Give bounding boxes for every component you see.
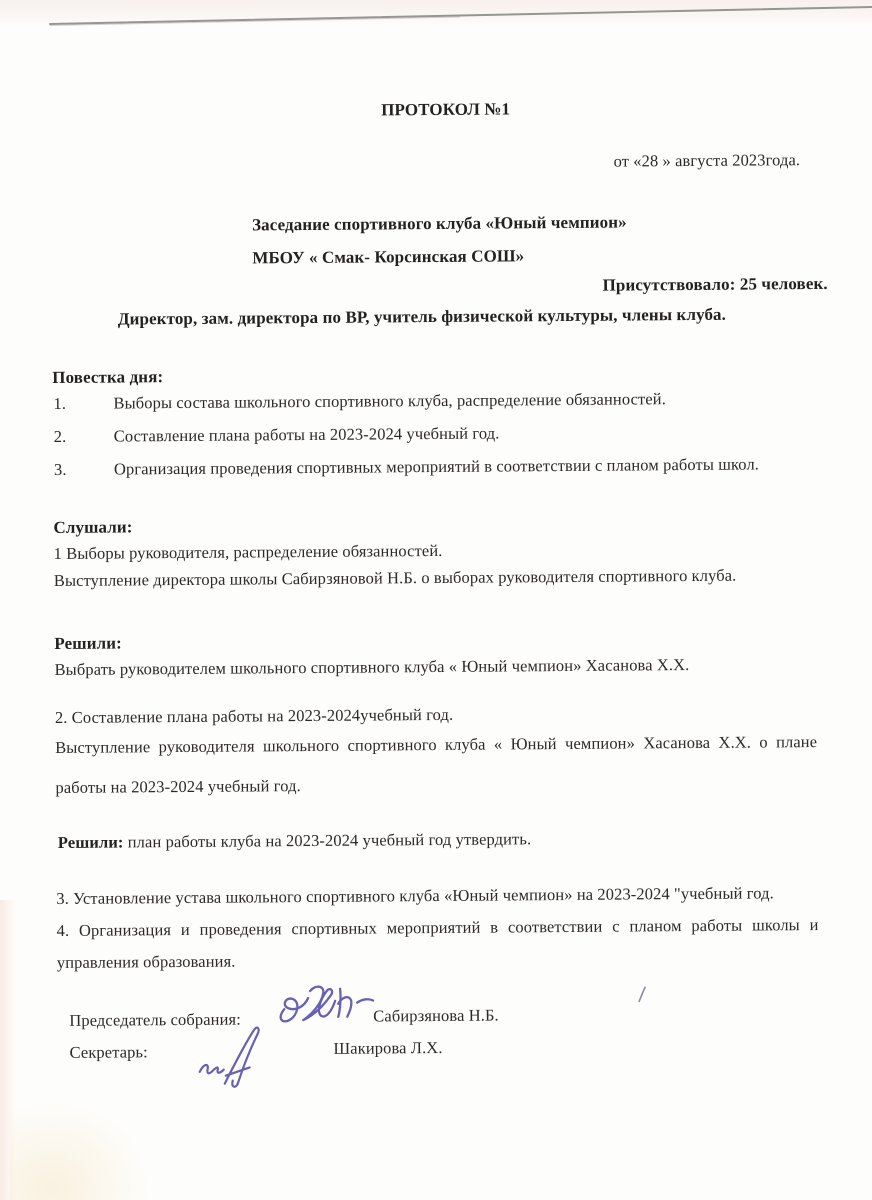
agenda-heading: Повестка дня: <box>52 367 164 388</box>
stray-pen-mark <box>637 986 647 1003</box>
heard-line-2: Выступление директора школы Сабирзяновой Н.Б. о выборах руководителя спортивного клуба. <box>53 565 737 591</box>
item-2-body-line-1: Выступление руководителя школьного спортивного клуба « Юный чемпион» Хасанова Х.Х. о плане <box>55 732 818 757</box>
agenda-item-text: Выборы состава школьного спортивного клуба, распределение обязанностей. <box>113 389 666 413</box>
agenda-item-2 <box>53 421 814 446</box>
secretary-name: Шакирова Л.Х. <box>333 1037 443 1058</box>
item-2-title: 2. Составление плана работы на 2023-2024учебный год. <box>54 704 454 727</box>
secretary-label: Секретарь: <box>69 1042 148 1062</box>
heard-heading: Слушали: <box>53 517 133 538</box>
heard-line-1: 1 Выборы руководителя, распределение обязанностей. <box>53 540 443 564</box>
agenda-item-text: Организация проведения спортивных мероприятий в соответствии с планом работы школ. <box>113 454 760 479</box>
item-4-line-2: управления образования. <box>56 951 236 972</box>
participants-line: Директор, зам. директора по ВР, учитель физической культуры, члены клуба. <box>117 304 727 329</box>
decided-2-label: Решили: <box>57 832 124 852</box>
meeting-title: Заседание спортивного клуба «Юный чемпион» <box>251 212 627 235</box>
decided-1-heading: Решили: <box>54 633 122 653</box>
agenda-item-number: 3. <box>53 459 67 479</box>
secretary-signature-ink <box>195 1025 264 1090</box>
date-line: от «28 » августа 2023года. <box>613 150 801 171</box>
school-name: МБОУ « Смак- Корсинская СОШ» <box>252 246 525 268</box>
agenda-item-text: Составление плана работы на 2023-2024 учебный год. <box>113 423 500 446</box>
chair-label: Председатель собрания: <box>69 1009 241 1030</box>
agenda-item-1 <box>53 388 813 413</box>
decided-2-line <box>58 829 531 853</box>
chair-name: Сабирзянова Н.Б. <box>373 1005 499 1026</box>
item-3-line: 3. Установление устава школьного спортивного клуба «Юный чемпион» на 2023-2024 "учебный год. <box>56 883 774 908</box>
attendance-line: Присутствовало: 25 человек. <box>602 273 828 295</box>
decided-1-text: Выбрать руководителем школьного спортивного клуба « Юный чемпион» Хасанова Х.Х. <box>54 655 690 679</box>
item-2-body-line-2: работы на 2023-2024 учебный год. <box>55 776 301 797</box>
chair-signature-ink <box>273 982 375 1027</box>
item-4-line-1: 4. Организация и проведения спортивных мероприятий в соответствии с планом работы школы и <box>56 915 819 940</box>
agenda-item-number: 1. <box>53 393 67 413</box>
agenda-item-number: 2. <box>53 426 67 446</box>
agenda-item-3 <box>53 454 814 479</box>
doc-title: ПРОТОКОЛ №1 <box>381 99 511 120</box>
decided-2-text: план работы клуба на 2023-2024 учебный год утвердить. <box>123 829 532 852</box>
